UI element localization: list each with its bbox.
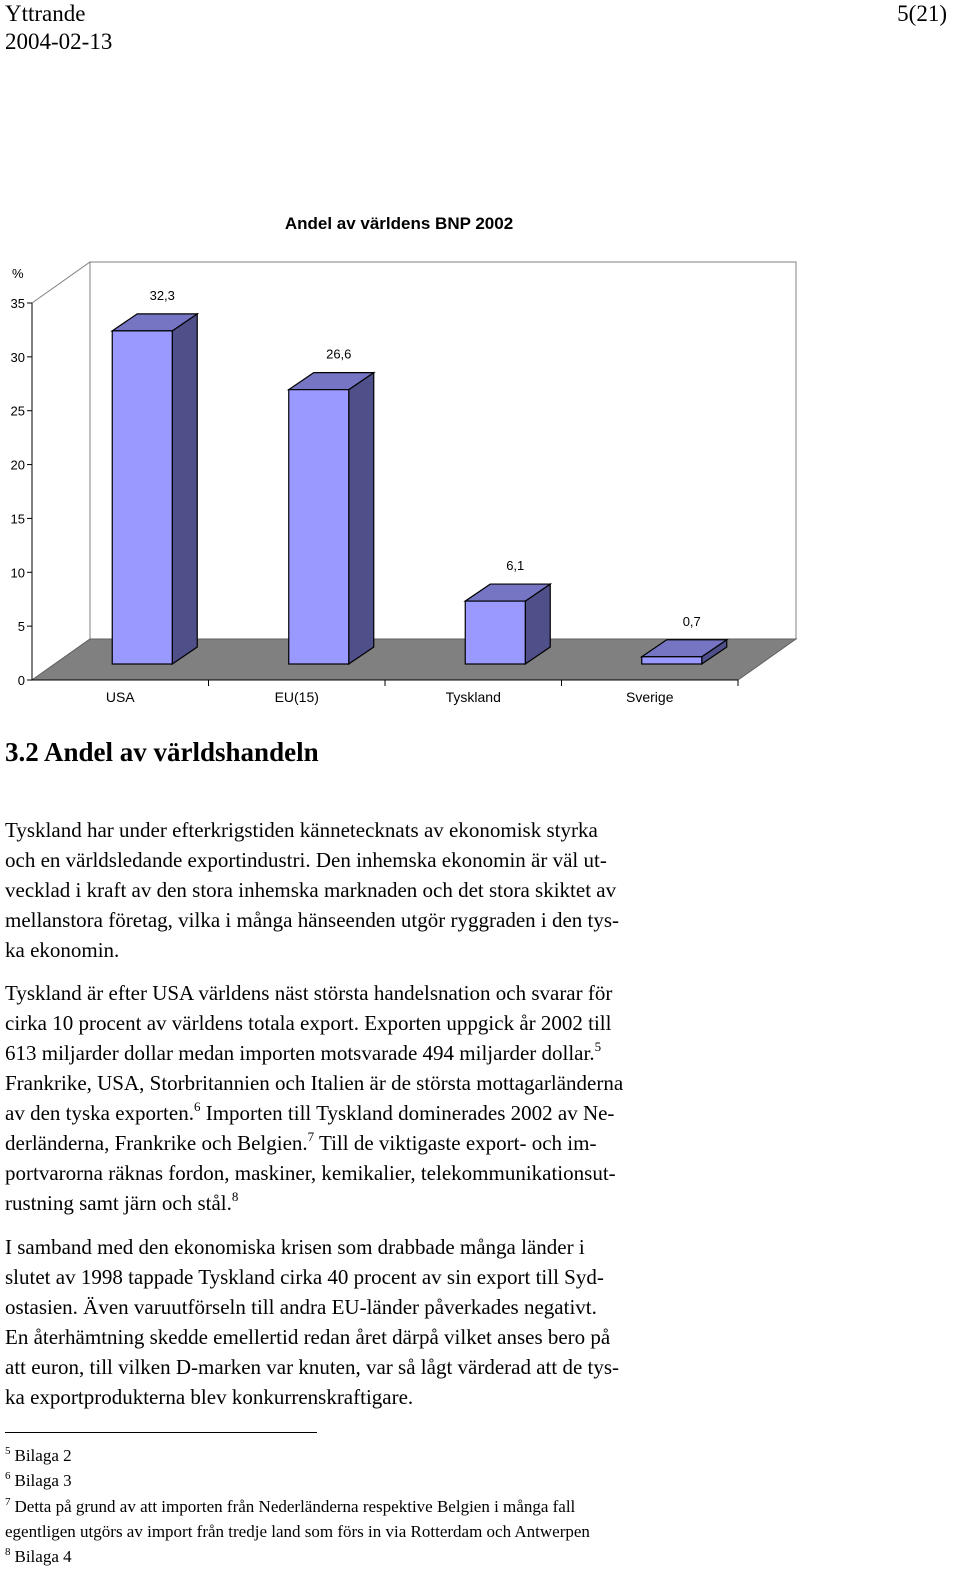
bar-side [349, 373, 374, 664]
document-date: 2004-02-13 [5, 29, 113, 54]
chart-title: Andel av världens BNP 2002 [284, 214, 514, 233]
text-line: ostasien. Även varuutförseln till andra EU-länder påverkades negativt. [5, 1295, 597, 1319]
bar [642, 657, 702, 664]
footnote-text: egentligen utgörs av import från tredje land som förs in via Rotterdam och Antwerpen [5, 1522, 590, 1541]
gdp-share-chart [0, 190, 960, 730]
text-line: av den tyska exporten. [5, 1101, 194, 1125]
category-label: USA [105, 689, 135, 705]
footnote-number: 6 [5, 1470, 11, 1482]
paragraph-3 [5, 1232, 780, 1412]
footnote-8 [5, 1544, 785, 1569]
footnote-text: Bilaga 4 [14, 1547, 72, 1566]
left-wall [32, 262, 90, 680]
text-line: ka ekonomin. [5, 938, 120, 962]
footnote-ref-6[interactable]: 6 [193, 1099, 201, 1114]
category-label: EU(15) [274, 689, 319, 705]
text-line: 613 miljarder dollar medan importen motsvarade 494 miljarder dollar. [5, 1041, 595, 1065]
text-line: Importen till Tyskland dominerades 2002 av Ne- [200, 1101, 615, 1125]
y-axis-label: % [12, 266, 24, 281]
footnote-ref-5[interactable]: 5 [594, 1039, 602, 1054]
y-tick-label: 0 [17, 673, 25, 688]
text-line: I samband med den ekonomiska krisen som drabbade många länder i [5, 1235, 585, 1259]
bar-side [172, 314, 197, 664]
footnote-5 [5, 1443, 785, 1468]
text-line: Frankrike, USA, Storbritannien och Italien är de största mottagarländerna [5, 1071, 624, 1095]
y-tick-label: 25 [10, 403, 25, 419]
y-tick-label: 35 [10, 296, 25, 311]
category-label: Sverige [626, 689, 674, 705]
text-line: Till de viktigaste export- och im- [314, 1131, 597, 1155]
footnote-number: 7 [5, 1496, 11, 1508]
data-label: 32,3 [149, 287, 175, 303]
bar [289, 390, 349, 664]
data-label: 6,1 [506, 558, 525, 574]
text-line: mellanstora företag, vilka i många hänseenden utgör ryggraden i den tys- [5, 908, 620, 932]
text-line: derländerna, Frankrike och Belgien. [5, 1131, 308, 1155]
text-line: Tyskland har under efterkrigstiden kännetecknats av ekonomisk styrka [5, 818, 598, 842]
document-header-left [5, 0, 112, 56]
text-line: cirka 10 procent av världens totala export. Exporten uppgick år 2002 till [5, 1011, 612, 1035]
text-line: portvarorna räknas fordon, maskiner, kemikalier, telekommunikationsut- [5, 1161, 616, 1185]
text-line: att euron, till vilken D-marken var knuten, var så lågt värderad att de tys- [5, 1355, 620, 1379]
footnote-text: Bilaga 2 [14, 1446, 72, 1465]
footnote-number: 5 [5, 1445, 11, 1457]
footnote-ref-7[interactable]: 7 [307, 1129, 315, 1144]
y-tick-label: 15 [10, 511, 25, 527]
footnote-7 [5, 1494, 785, 1544]
data-label: 0,7 [682, 613, 701, 629]
footnote-text: Detta på grund av att importen från Nederländerna respektive Belgien i många fall [14, 1497, 576, 1516]
text-line: ka exportprodukterna blev konkurrenskraftigare. [5, 1385, 414, 1409]
page-number: 5(21) [897, 1, 947, 26]
footnote-ref-8[interactable]: 8 [231, 1189, 239, 1204]
text-line: vecklad i kraft av den stora inhemska marknaden och det stora skiktet av [5, 878, 617, 902]
footnote-number: 8 [5, 1546, 11, 1558]
bar [465, 601, 525, 664]
text-line: rustning samt järn och stål. [5, 1191, 232, 1215]
section-title: 3.2 Andel av världshandeln [5, 737, 319, 767]
footnote-6 [5, 1468, 785, 1493]
data-label: 26,6 [326, 346, 352, 362]
paragraph-1 [5, 815, 780, 965]
text-line: Tyskland är efter USA världens näst största handelsnation och svarar för [5, 981, 613, 1005]
y-tick-label: 30 [10, 349, 25, 365]
document-title: Yttrande [5, 1, 86, 26]
text-line: och en världsledande exportindustri. Den inhemska ekonomin är väl ut- [5, 848, 607, 872]
y-tick-label: 5 [17, 619, 25, 635]
x-axis-categories [106, 680, 738, 705]
bar [112, 331, 172, 664]
y-tick-label: 20 [10, 457, 25, 473]
text-line: slutet av 1998 tappade Tyskland cirka 40 procent av sin export till Syd- [5, 1265, 604, 1289]
category-label: Tyskland [445, 689, 501, 705]
footnote-separator [5, 1432, 317, 1433]
paragraph-2 [5, 978, 780, 1218]
text-line: En återhämtning skedde emellertid redan året därpå vilket anses bero på [5, 1325, 611, 1349]
footnote-text: Bilaga 3 [14, 1471, 72, 1490]
y-tick-label: 10 [10, 565, 25, 581]
